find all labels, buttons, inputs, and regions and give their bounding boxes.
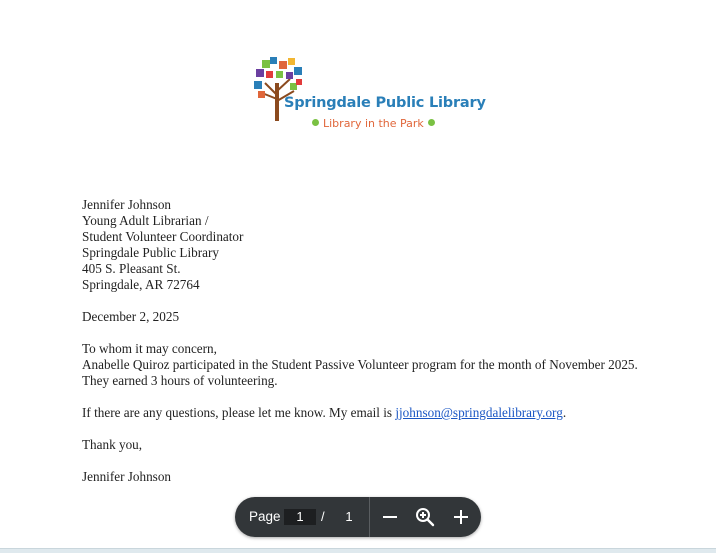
sender-city: Springdale, AR 72764 (82, 277, 200, 292)
email-link[interactable]: jjohnson@springdalelibrary.org (395, 405, 563, 420)
pdf-toolbar (235, 497, 481, 537)
viewer-bottom-edge (0, 548, 716, 553)
page-number-input[interactable] (284, 509, 316, 525)
sender-title: Young Adult Librarian / (82, 213, 209, 228)
total-pages: 1 (345, 509, 353, 524)
tree-logo-icon (250, 55, 310, 123)
sender-organization: Springdale Public Library (82, 245, 219, 260)
contact-prefix: If there are any questions, please let me know. My email is (82, 405, 396, 420)
toolbar-divider (369, 497, 370, 537)
page-label: Page (249, 509, 281, 524)
page-separator: / (321, 509, 325, 524)
letter-paragraph: Anabelle Quiroz participated in the Student Passive Volunteer program for the month of November 2025. They earned 3 hours of volunteering. (82, 357, 638, 388)
signature: Jennifer Johnson (82, 469, 172, 484)
letter-date: December 2, 2025 (82, 309, 180, 324)
sender-name: Jennifer Johnson (82, 197, 172, 212)
sender-role: Student Volunteer Coordinator (82, 229, 244, 244)
letter-body (82, 197, 662, 485)
zoom-in-button[interactable] (449, 505, 473, 529)
closing: Thank you, (82, 437, 143, 452)
zoom-fit-icon (413, 505, 437, 529)
dot-icon (428, 119, 435, 126)
zoom-in-icon (449, 505, 473, 529)
zoom-out-button[interactable] (378, 505, 402, 529)
zoom-fit-button[interactable] (413, 505, 437, 529)
salutation: To whom it may concern, (82, 341, 217, 356)
tagline-text: Library in the Park (323, 117, 424, 130)
library-tagline (312, 117, 435, 130)
library-name: Springdale Public Library (284, 95, 486, 111)
contact-line (82, 405, 662, 421)
library-logo (250, 55, 486, 135)
sender-street: 405 S. Pleasant St. (82, 261, 181, 276)
dot-icon (312, 119, 319, 126)
zoom-out-icon (378, 505, 402, 529)
contact-suffix: . (562, 405, 567, 420)
